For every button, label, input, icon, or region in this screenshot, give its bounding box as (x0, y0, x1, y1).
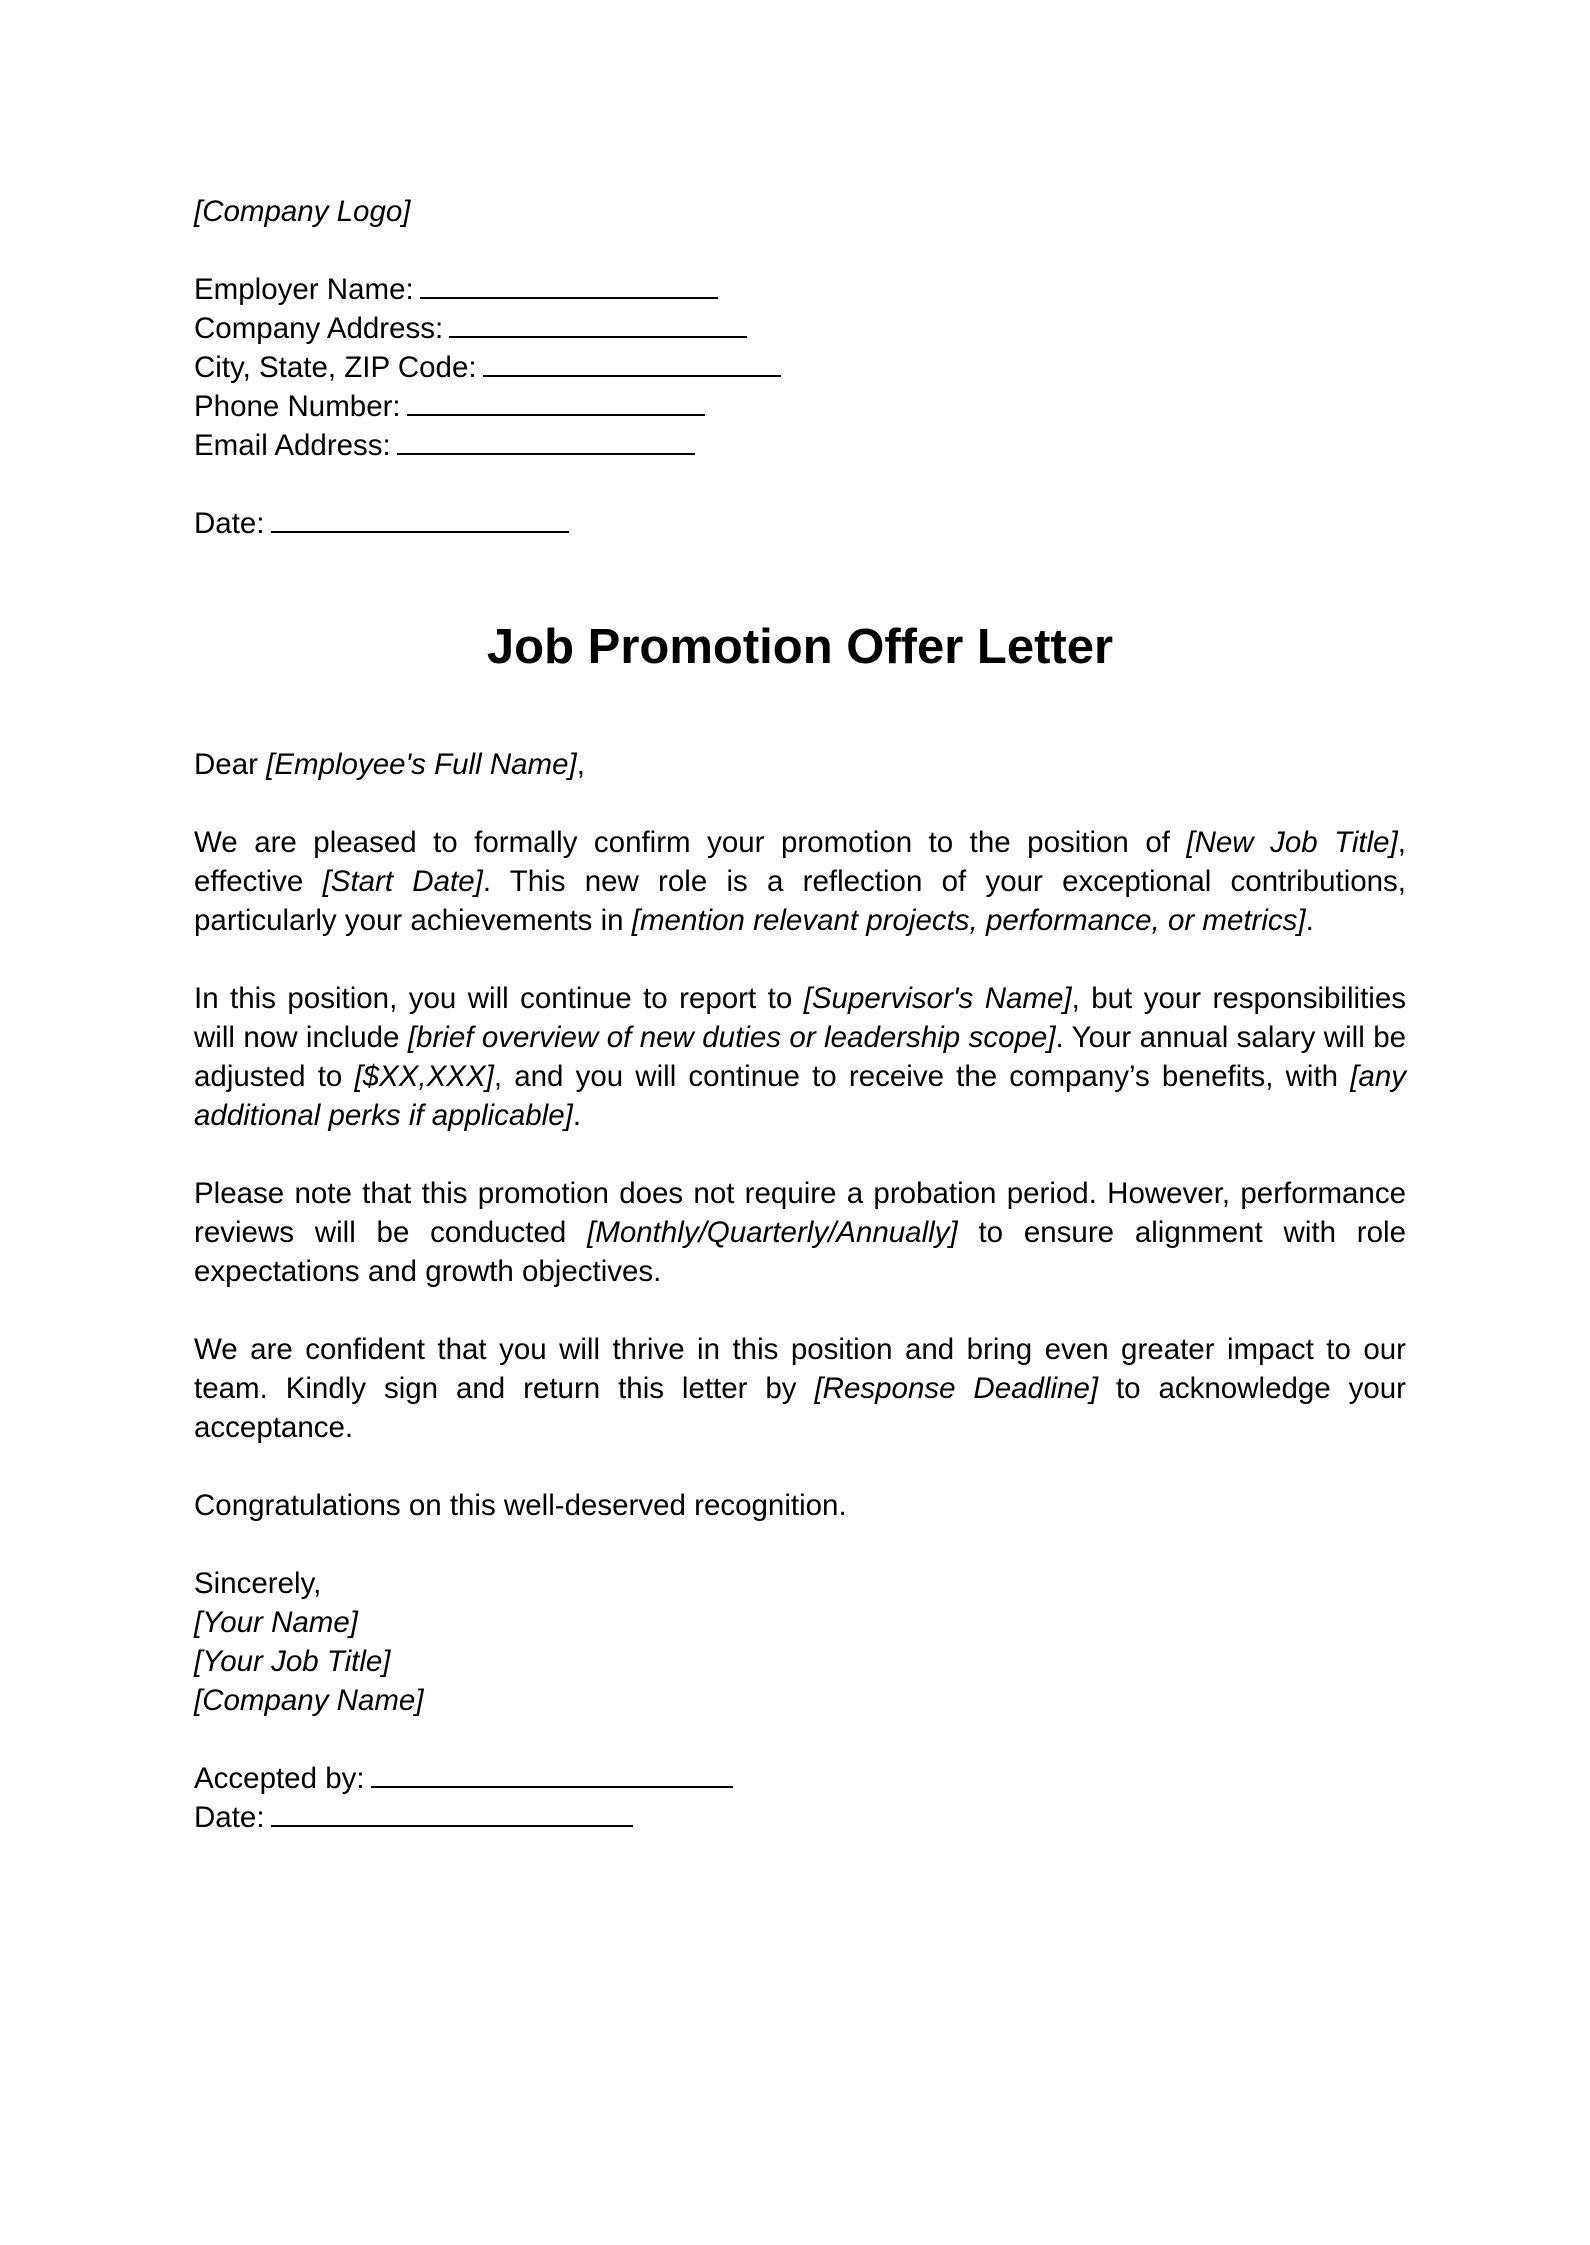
letter-title: Job Promotion Offer Letter (486, 620, 1114, 674)
para2-text-1: In this position, you will continue to report to (194, 982, 804, 1015)
phone-number-field (194, 387, 1406, 426)
salutation-prefix: Dear (194, 748, 267, 781)
spacer (194, 784, 1406, 823)
para2-text-3: . Your annual salary will be adjusted to (194, 1021, 1407, 1093)
email-address-field (194, 426, 1406, 465)
duties-placeholder: [brief overview of new duties or leadership scope] (407, 1021, 1056, 1054)
closing: Sincerely, (194, 1567, 322, 1600)
congratulations-line: Congratulations on this well-deserved recognition. (194, 1489, 847, 1522)
phone-number-label: Phone Number: (194, 390, 401, 423)
email-address-label: Email Address: (194, 429, 391, 462)
signer-name-placeholder: [Your Name] (194, 1606, 358, 1639)
start-date-placeholder: [Start Date] (322, 865, 483, 898)
promotion-paragraph (194, 823, 1406, 940)
achievements-placeholder: [mention relevant projects, performance, or metrics] (631, 904, 1306, 937)
header-date-label: Date: (194, 507, 265, 540)
acceptance-date-field (194, 1798, 1406, 1837)
accepted-by-blank (371, 1762, 733, 1788)
city-state-zip-label: City, State, ZIP Code: (194, 351, 477, 384)
phone-number-blank (407, 390, 705, 416)
company-address-label: Company Address: (194, 312, 444, 345)
salutation-suffix: , (576, 748, 585, 781)
acceptance-date-label: Date: (194, 1801, 265, 1834)
employer-name-label: Employer Name: (194, 273, 414, 306)
header-date-blank (271, 507, 569, 533)
spacer (194, 231, 1406, 270)
acceptance-date-blank (271, 1801, 633, 1827)
response-deadline-placeholder: [Response Deadline] (814, 1372, 1099, 1405)
accepted-by-label: Accepted by: (194, 1762, 365, 1795)
para1-text-3: . This new role is a reflection of your exceptional contributions, particularly your achievements in (194, 865, 1407, 937)
salutation (194, 745, 1406, 784)
spacer (194, 1525, 1406, 1564)
para2-text-4: , and you will continue to receive the company’s benefits, with (493, 1060, 1351, 1093)
employee-name-placeholder: [Employee's Full Name] (266, 748, 577, 781)
company-logo-placeholder: [Company Logo] (194, 195, 411, 228)
para1-text-1: We are pleased to formally confirm your promotion to the position of (194, 826, 1187, 859)
spacer (194, 1135, 1406, 1174)
para2-text-5: . (572, 1099, 582, 1132)
acceptance-block (194, 1759, 1406, 1837)
para1-text-4: . (1305, 904, 1314, 937)
review-frequency-placeholder: [Monthly/Quarterly/Annually] (587, 1216, 958, 1249)
header-date-field (194, 504, 1406, 543)
spacer (194, 465, 1406, 504)
para2-text-2: , but your responsibilities will now include (194, 982, 1406, 1054)
company-address-blank (449, 312, 747, 338)
para3-text-2: to ensure alignment with role expectations and growth objectives. (194, 1216, 1406, 1288)
signer-job-title-placeholder: [Your Job Title] (194, 1645, 391, 1678)
para3-text-1: Please note that this promotion does not require a probation period. However, performance reviews will be conducted (194, 1177, 1406, 1249)
company-address-field (194, 309, 1406, 348)
city-state-zip-field (194, 348, 1406, 387)
accepted-by-field (194, 1759, 1406, 1798)
salary-placeholder: [$XX,XXX] (354, 1060, 494, 1093)
city-state-zip-blank (483, 351, 781, 377)
employer-name-field (194, 270, 1406, 309)
probation-paragraph (194, 1174, 1406, 1291)
employer-info-block (194, 270, 1406, 465)
para1-text-2: , effective (194, 826, 1406, 898)
email-address-blank (397, 429, 695, 455)
supervisor-placeholder: [Supervisor's Name] (803, 982, 1072, 1015)
signer-company-placeholder: [Company Name] (194, 1684, 424, 1717)
para4-text-2: to acknowledge your acceptance. (194, 1372, 1406, 1444)
spacer (194, 940, 1406, 979)
signature-block (194, 1564, 1406, 1720)
perks-placeholder: [any additional perks if applicable] (194, 1060, 1406, 1132)
para4-text-1: We are confident that you will thrive in this position and bring even greater impact to our team. Kindly sign and return this letter by (194, 1333, 1406, 1405)
spacer (194, 1291, 1406, 1330)
responsibilities-paragraph (194, 979, 1406, 1135)
letter-content (194, 192, 1406, 1837)
new-job-title-placeholder: [New Job Title] (1186, 826, 1398, 859)
acknowledgement-paragraph (194, 1330, 1406, 1447)
spacer (194, 1720, 1406, 1759)
employer-name-blank (420, 273, 718, 299)
spacer (194, 1447, 1406, 1486)
